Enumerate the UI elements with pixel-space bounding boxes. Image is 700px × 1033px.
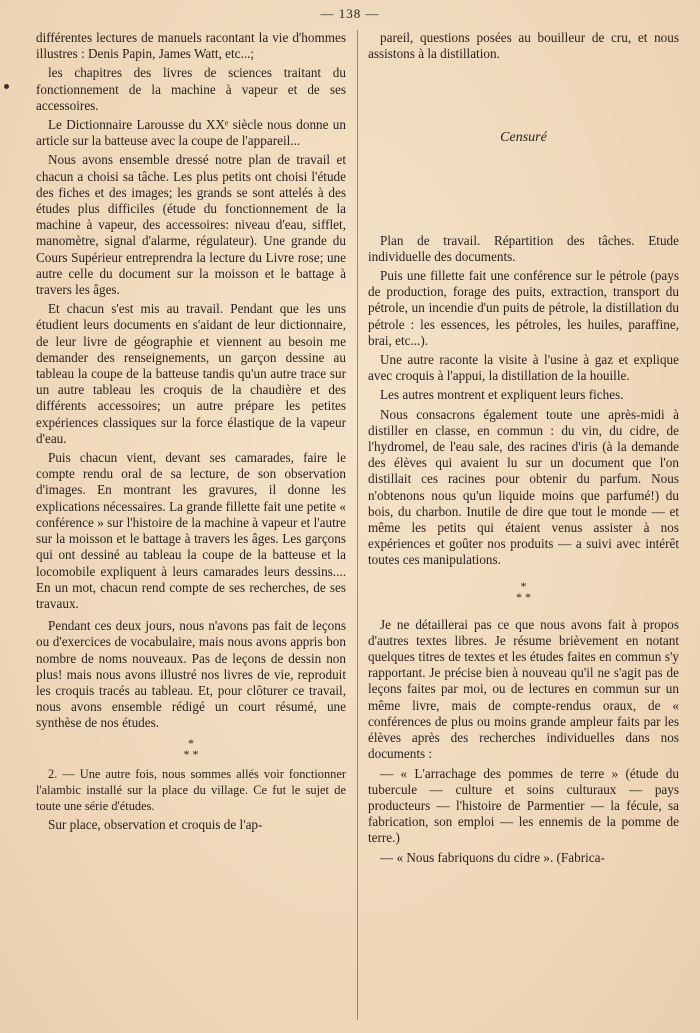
paragraph: Une autre raconte la visite à l'usine à gaz et explique avec croquis à l'appui, la distillation de la houille. [368, 352, 679, 384]
paragraph: 2. — Une autre fois, nous sommes allés voir fonctionner l'alambic installé sur la place du village. Ce fut le sujet de toute une série d'études. [36, 766, 346, 813]
paragraph: les chapitres des livres de sciences traitant du fonctionnement de la machine à vapeur et de ses accessoires. [36, 65, 346, 113]
paragraph: — « L'arrachage des pommes de terre » (étude du tubercule — culture et soins culturaux — pays producteurs — l'histoire de Parmentier — la fécule, sa fabrication, son emploi — les ennemis de la pomme de terre.) [368, 765, 679, 846]
paragraph: Sur place, observation et croquis de l'ap- [48, 817, 263, 833]
paragraph: — « Nous fabriquons du cidre ». (Fabrica- [380, 849, 605, 865]
censored-notice: Censuré [500, 130, 547, 146]
paragraph: Je ne détaillerai pas ce que nous avons fait à propos d'autres textes libres. Je résume brièvement en notant quelques titres de textes et les études faites en commun s'y rapportant. Je précise bien à nouveau qu'il ne s'agit pas de leçons faites par moi, ou de lectures en commun sur un même livre, mais de compte-rendus oraux, de « conférences de plus ou moins grande ampleur faits par les élèves après des recherches individuelles dans nos documents : [368, 616, 679, 762]
left-column [36, 30, 346, 833]
paragraph: Nous avons ensemble dressé notre plan de travail et chacun a choisi sa tâche. Les plus petits ont choisi l'étude des fiches et des images; les grands se sont attelés à des études plus difficiles (étude du fonctionnement de la machine à vapeur, des accessoires: niveau d'eau, sifflet, manomètre, signal d'alarme, régulateur). Une grande du Cours Supérieur entreprendra la lecture du Livre rose; une autre celle du document sur la moisson et le battage à travers les âges. [36, 152, 346, 298]
section-divider-stars: * * * [516, 578, 531, 604]
paragraph: Plan de travail. Répartition des tâches. Etude individuelle des documents. [368, 232, 679, 264]
paragraph: Puis chacun vient, devant ses camarades, faire le compte rendu oral de sa lecture, de son observation d'images. En montrant les gravures, il donne les explications nécessaires. La grande fillette fait une petite « conférence » sur l'histoire de la machine à vapeur et l'autre sur la moisson et le battage à travers les âges. Les garçons qui ont dessiné au tableau la coupe de la batteuse et la locomobile expliquent à leurs camarades leurs dessins.... En un mot, chacun rend compte de ses recherches, de ses travaux. [36, 450, 346, 611]
margin-dot [4, 84, 9, 89]
paragraph: Les autres montrent et expliquent leurs fiches. [380, 387, 624, 403]
paragraph: Puis une fillette fait une conférence sur le pétrole (pays de production, forage des puits, extraction, transport du pétrole, un incendie d'un puits de pétrole, la distillation du pétrole : les essences, les pétroles, les huiles, paraffine, brai, etc...). [368, 268, 679, 348]
paragraph: Pendant ces deux jours, nous n'avons pas fait de leçons ou d'exercices de vocabulaire, mais nous avons appris bon nombre de noms nouveaux. Pas de leçons de dessin non plus! mais nous avons illustré nos livres de vie, reproduit les croquis tracés au tableau. Et, pour clôturer ce travail, nous avons ensemble rédigé un court résumé, une synthèse de nos études. [36, 618, 346, 731]
section-divider-stars: * * * [183, 735, 199, 761]
page-number: — 138 — [320, 6, 380, 21]
paragraph: Le Dictionnaire Larousse du XXᵉ siècle nous donne un article sur la batteuse avec la coupe de l'appareil... [36, 117, 346, 149]
paragraph: Et chacun s'est mis au travail. Pendant que les uns étudient leurs documents en s'aidant de leur dictionnaire, de leur livre de géographie et viennent au besoin me demander des renseignements, un garçon dessine au tableau la coupe de la batteuse tandis qu'un autre trace sur un autre tableau les croquis de la chaudière et des différents accessoires; un autre prépare les petites expériences classiques sur la force élastique de la vapeur d'eau. [36, 301, 346, 446]
column-rule [357, 30, 358, 1020]
paragraph: pareil, questions posées au bouilleur de cru, et nous assistons à la distillation. [368, 30, 679, 62]
paragraph: Nous consacrons également toute une après-midi à distiller en classe, en commun : du vin, du cidre, de l'hydromel, de l'eau sale, des racines d'iris (à la demande des élèves qui avaient lu sur un document que l'on distillait ces racines pour obtenir du parfum. Nous n'obtenons nous qu'un liquide moins que parfumé!) du bois, du charbon. Inutile de dire que tout le monde — et même les petits qui étaient venus assister à nos expériences et goûter nos produits — a suivi avec intérêt toutes ces manipulations. [368, 406, 679, 568]
right-column [368, 30, 679, 866]
paragraph: différentes lectures de manuels racontant la vie d'hommes illustres : Denis Papin, James Watt, etc...; [36, 30, 346, 62]
